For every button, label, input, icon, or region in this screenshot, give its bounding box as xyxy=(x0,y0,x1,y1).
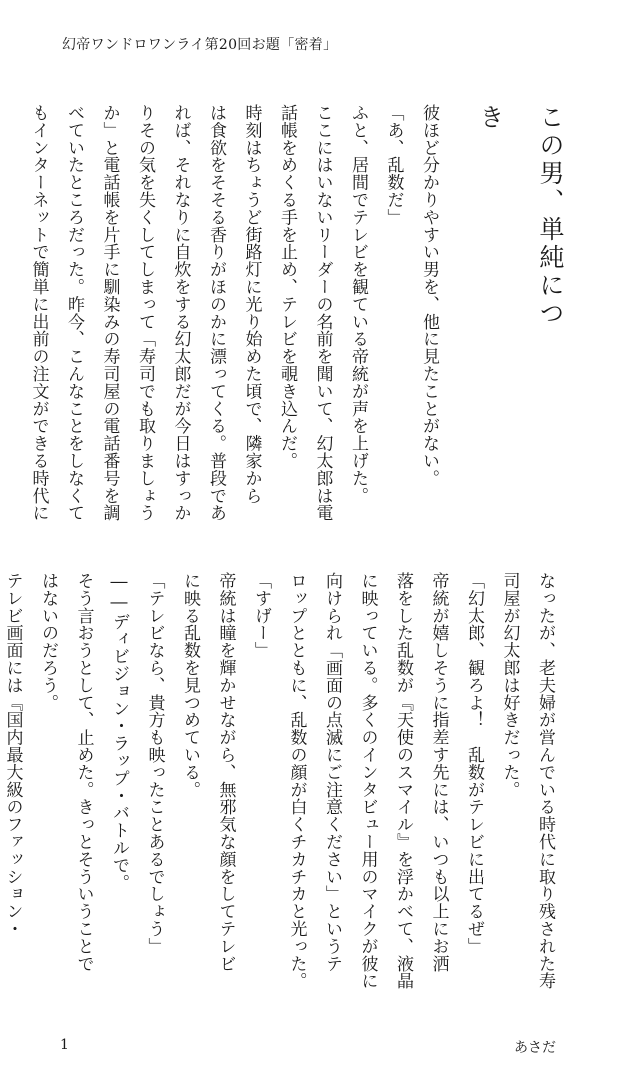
text-column: なったが、老夫婦が営んでいる時代に取り残された寿 xyxy=(535,572,555,990)
text-column: りその気を失くしてしまって「寿司でも取りましょう xyxy=(135,104,155,522)
text-column: 「すげー」 xyxy=(251,572,271,659)
text-column: 帝統は瞳を輝かせながら、無邪気な顔をしてテレビ xyxy=(215,572,236,973)
text-column: か」と電話帳を片手に馴染みの寿司屋の電話番号を調 xyxy=(99,104,120,522)
text-column: ロップとともに、乱数の顔が白くチカチカと光った。 xyxy=(286,572,307,990)
story-title: この男、単純につき xyxy=(476,104,565,328)
text-column: 時刻はちょうど街路灯に光り始めた頃で、隣家から xyxy=(241,104,262,505)
text-column: 「幻太郎、観ろよ！ 乱数がテレビに出てるぜ」 xyxy=(464,572,484,955)
work-header: 幻帝ワンドロワンライ第20回お題「密着」 xyxy=(62,37,338,53)
bottom-text-block xyxy=(0,572,562,1017)
text-column: に映っている。多くのインタビュー用のマイクが彼に xyxy=(357,572,378,990)
page-number: 1 xyxy=(60,1037,69,1053)
text-column: れば、それなりに自炊をする幻太郎だが今日はすっか xyxy=(170,104,191,522)
text-column: もインターネットで簡単に出前の注文ができる時代に xyxy=(28,104,49,522)
text-column: はないのだろう。 xyxy=(38,572,58,712)
text-column: ふと、居間でテレビを観ている帝統が声を上げた。 xyxy=(348,104,368,505)
top-text-block xyxy=(20,104,446,524)
text-column: そう言おうとして、止めた。きっとそういうことで xyxy=(73,572,94,973)
text-column: 落をした乱数が『天使のスマイル』を浮かべて、液晶 xyxy=(393,572,413,990)
text-column: 司屋が幻太郎は好きだった。 xyxy=(499,572,520,799)
text-column: ここにはいないリーダーの名前を聞いて、幻太郎は電 xyxy=(312,104,333,522)
text-column: に映る乱数を見つめている。 xyxy=(180,572,200,799)
text-column: テレビ画面には『国内最大級のファッション・ xyxy=(2,572,23,938)
text-column: 「あ、乱数だ」 xyxy=(383,104,404,226)
text-column: べていたところだった。昨今、こんなことをしなくて xyxy=(64,104,84,522)
text-column: 彼ほど分かりやすい男を、他に見たことがない。 xyxy=(419,104,439,487)
text-column: 帝統が嬉しそうに指差す先には、いつも以上にお洒 xyxy=(428,572,449,973)
text-column: 「テレビなら、貴方も映ったことあるでしょう」 xyxy=(144,572,165,955)
text-column: 話帳をめくる手を止め、テレビを覗き込んだ。 xyxy=(277,104,297,470)
text-column: は食欲をそそる香りがほのかに漂ってくる。普段であ xyxy=(206,104,226,522)
text-column: ――ディビジョン・ラップ・バトルで。 xyxy=(109,572,129,892)
author-name: あさだ xyxy=(514,1040,556,1056)
text-column: 向けられ「画面の点滅にご注意ください」というテ xyxy=(322,572,342,973)
